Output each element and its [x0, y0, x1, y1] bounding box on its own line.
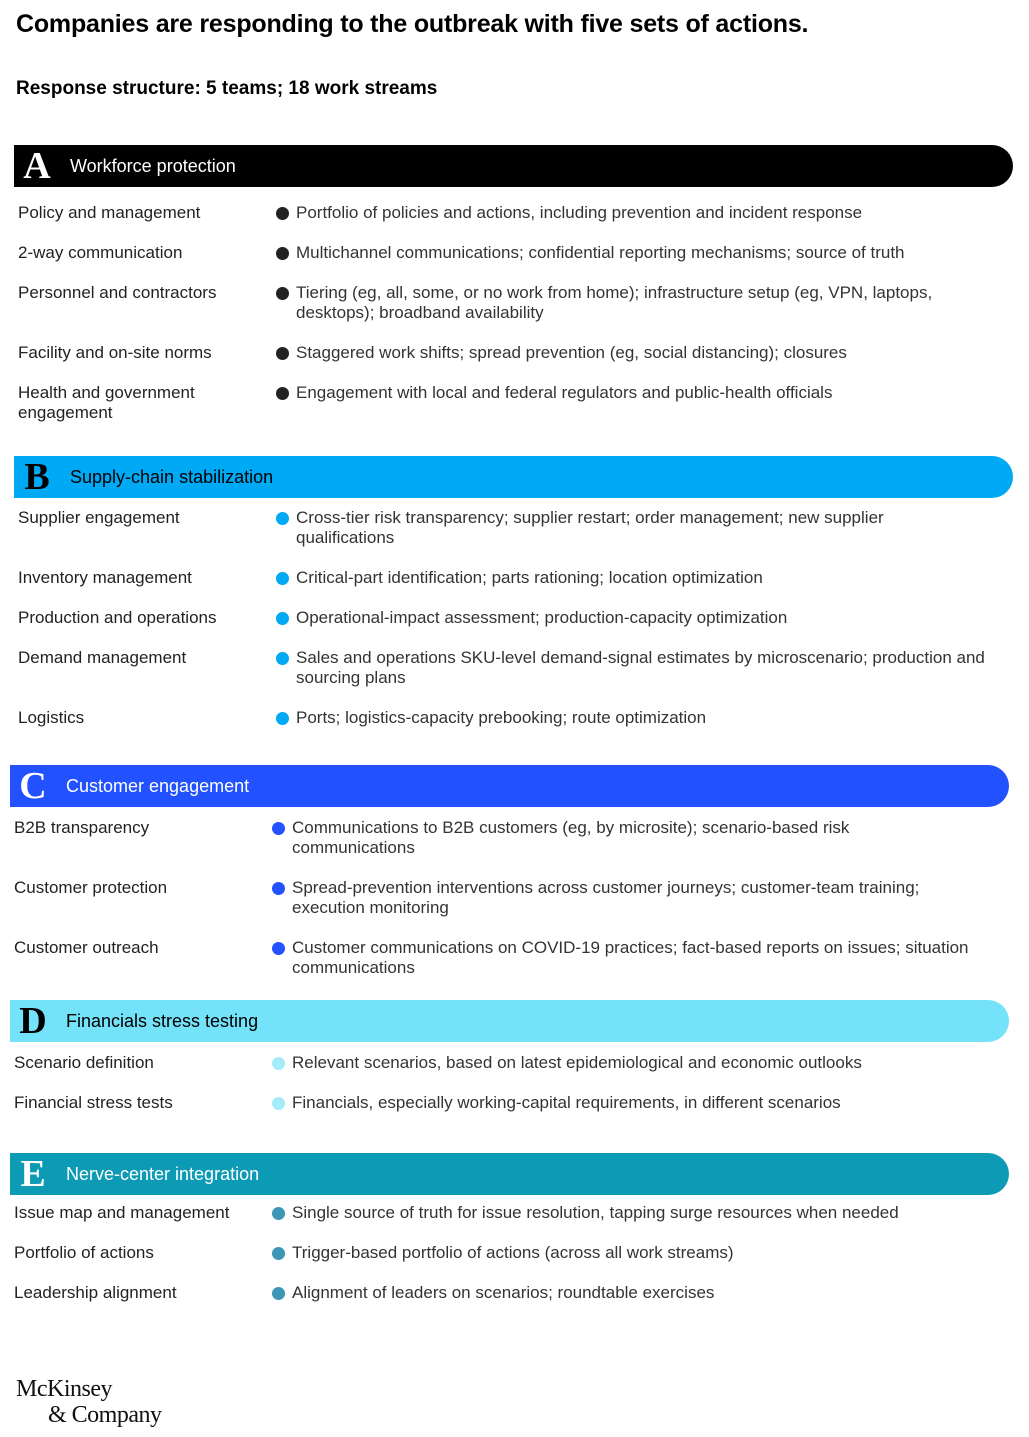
bullet-dot-icon — [276, 347, 289, 360]
work-stream-name: Demand management — [18, 648, 187, 667]
work-stream-description: Relevant scenarios, based on latest epidemiological and economic outlooks — [292, 1053, 862, 1072]
mckinsey-logo — [16, 1376, 162, 1428]
team-name: Financials stress testing — [66, 1010, 259, 1031]
work-stream-name: Health and government engagement — [18, 383, 195, 422]
page-subtitle: Response structure: 5 teams; 18 work streams — [16, 78, 438, 99]
work-stream-name: Portfolio of actions — [14, 1243, 154, 1262]
work-stream-name: 2-way communication — [18, 243, 183, 262]
team-section-e — [10, 1153, 1009, 1302]
page-title: Companies are responding to the outbreak with five sets of actions. — [16, 10, 809, 38]
work-stream-name: Leadership alignment — [14, 1283, 177, 1302]
team-letter: C — [19, 765, 47, 807]
team-header-bar — [10, 1153, 1009, 1195]
work-stream-description: Alignment of leaders on scenarios; roundtable exercises — [292, 1283, 715, 1302]
work-stream-name: Personnel and contractors — [18, 283, 217, 302]
work-stream-name: Supplier engagement — [18, 508, 180, 527]
team-header-bar — [10, 765, 1009, 807]
bullet-dot-icon — [272, 882, 285, 895]
work-stream-name: Customer protection — [14, 878, 168, 897]
team-section-a — [14, 145, 1013, 422]
work-stream-description: Tiering (eg, all, some, or no work from home); infrastructure setup (eg, VPN, laptops, desktops); broadband availability — [296, 283, 933, 322]
work-stream-description: Single source of truth for issue resolution, tapping surge resources when needed — [292, 1203, 899, 1222]
team-section-b — [14, 456, 1013, 727]
work-stream-name: Financial stress tests — [14, 1093, 173, 1112]
bullet-dot-icon — [272, 822, 285, 835]
work-stream-description: Critical-part identification; parts rationing; location optimization — [296, 568, 763, 587]
bullet-dot-icon — [276, 612, 289, 625]
work-stream-name: Logistics — [18, 708, 85, 727]
bullet-dot-icon — [272, 942, 285, 955]
team-name: Workforce protection — [70, 155, 236, 176]
work-stream-description: Trigger-based portfolio of actions (across all work streams) — [292, 1243, 734, 1262]
work-stream-description: Engagement with local and federal regulators and public-health officials — [296, 383, 833, 402]
work-stream-name: Inventory management — [18, 568, 192, 587]
work-stream-name: Policy and management — [18, 203, 201, 222]
team-header-bar — [10, 1000, 1009, 1042]
bullet-dot-icon — [276, 712, 289, 725]
work-stream-description: Operational-impact assessment; production-capacity optimization — [296, 608, 788, 627]
bullet-dot-icon — [272, 1287, 285, 1300]
team-section-d — [10, 1000, 1009, 1112]
work-stream-name: Facility and on-site norms — [18, 343, 212, 362]
bullet-dot-icon — [276, 652, 289, 665]
bullet-dot-icon — [276, 207, 289, 220]
team-name: Supply-chain stabilization — [70, 466, 274, 487]
work-stream-description: Staggered work shifts; spread prevention (eg, social distancing); closures — [296, 343, 847, 362]
work-stream-description: Multichannel communications; confidential reporting mechanisms; source of truth — [296, 243, 905, 262]
work-stream-description: Spread-prevention interventions across customer journeys; customer-team training; execution monitoring — [292, 878, 920, 917]
team-letter: B — [24, 456, 50, 498]
bullet-dot-icon — [272, 1057, 285, 1070]
work-stream-description: Customer communications on COVID-19 practices; fact-based reports on issues; situation communications — [292, 938, 969, 977]
bullet-dot-icon — [272, 1247, 285, 1260]
team-header-bar — [14, 145, 1013, 187]
bullet-dot-icon — [276, 247, 289, 260]
bullet-dot-icon — [276, 387, 289, 400]
work-stream-name: Customer outreach — [14, 938, 159, 957]
team-letter: A — [23, 145, 51, 187]
team-header-bar — [14, 456, 1013, 498]
work-stream-description: Cross-tier risk transparency; supplier restart; order management; new supplier qualifications — [296, 508, 884, 547]
work-stream-description: Sales and operations SKU-level demand-signal estimates by microscenario; production and sourcing plans — [296, 648, 985, 687]
logo-line-1: McKinsey — [16, 1376, 112, 1402]
work-stream-description: Communications to B2B customers (eg, by microsite); scenario-based risk communications — [292, 818, 850, 857]
work-stream-name: Issue map and management — [14, 1203, 230, 1222]
team-letter: E — [20, 1153, 46, 1195]
work-stream-description: Financials, especially working-capital requirements, in different scenarios — [292, 1093, 841, 1112]
work-stream-name: Production and operations — [18, 608, 217, 627]
team-section-c — [10, 765, 1009, 977]
bullet-dot-icon — [276, 287, 289, 300]
work-stream-description: Ports; logistics-capacity prebooking; route optimization — [296, 708, 707, 727]
team-letter: D — [19, 1000, 47, 1042]
team-name: Customer engagement — [66, 775, 250, 796]
team-name: Nerve-center integration — [66, 1163, 260, 1184]
bullet-dot-icon — [276, 512, 289, 525]
work-stream-name: B2B transparency — [14, 818, 150, 837]
logo-line-2: & Company — [48, 1402, 162, 1428]
work-stream-description: Portfolio of policies and actions, including prevention and incident response — [296, 203, 863, 222]
bullet-dot-icon — [276, 572, 289, 585]
bullet-dot-icon — [272, 1097, 285, 1110]
work-stream-name: Scenario definition — [14, 1053, 154, 1072]
bullet-dot-icon — [272, 1207, 285, 1220]
